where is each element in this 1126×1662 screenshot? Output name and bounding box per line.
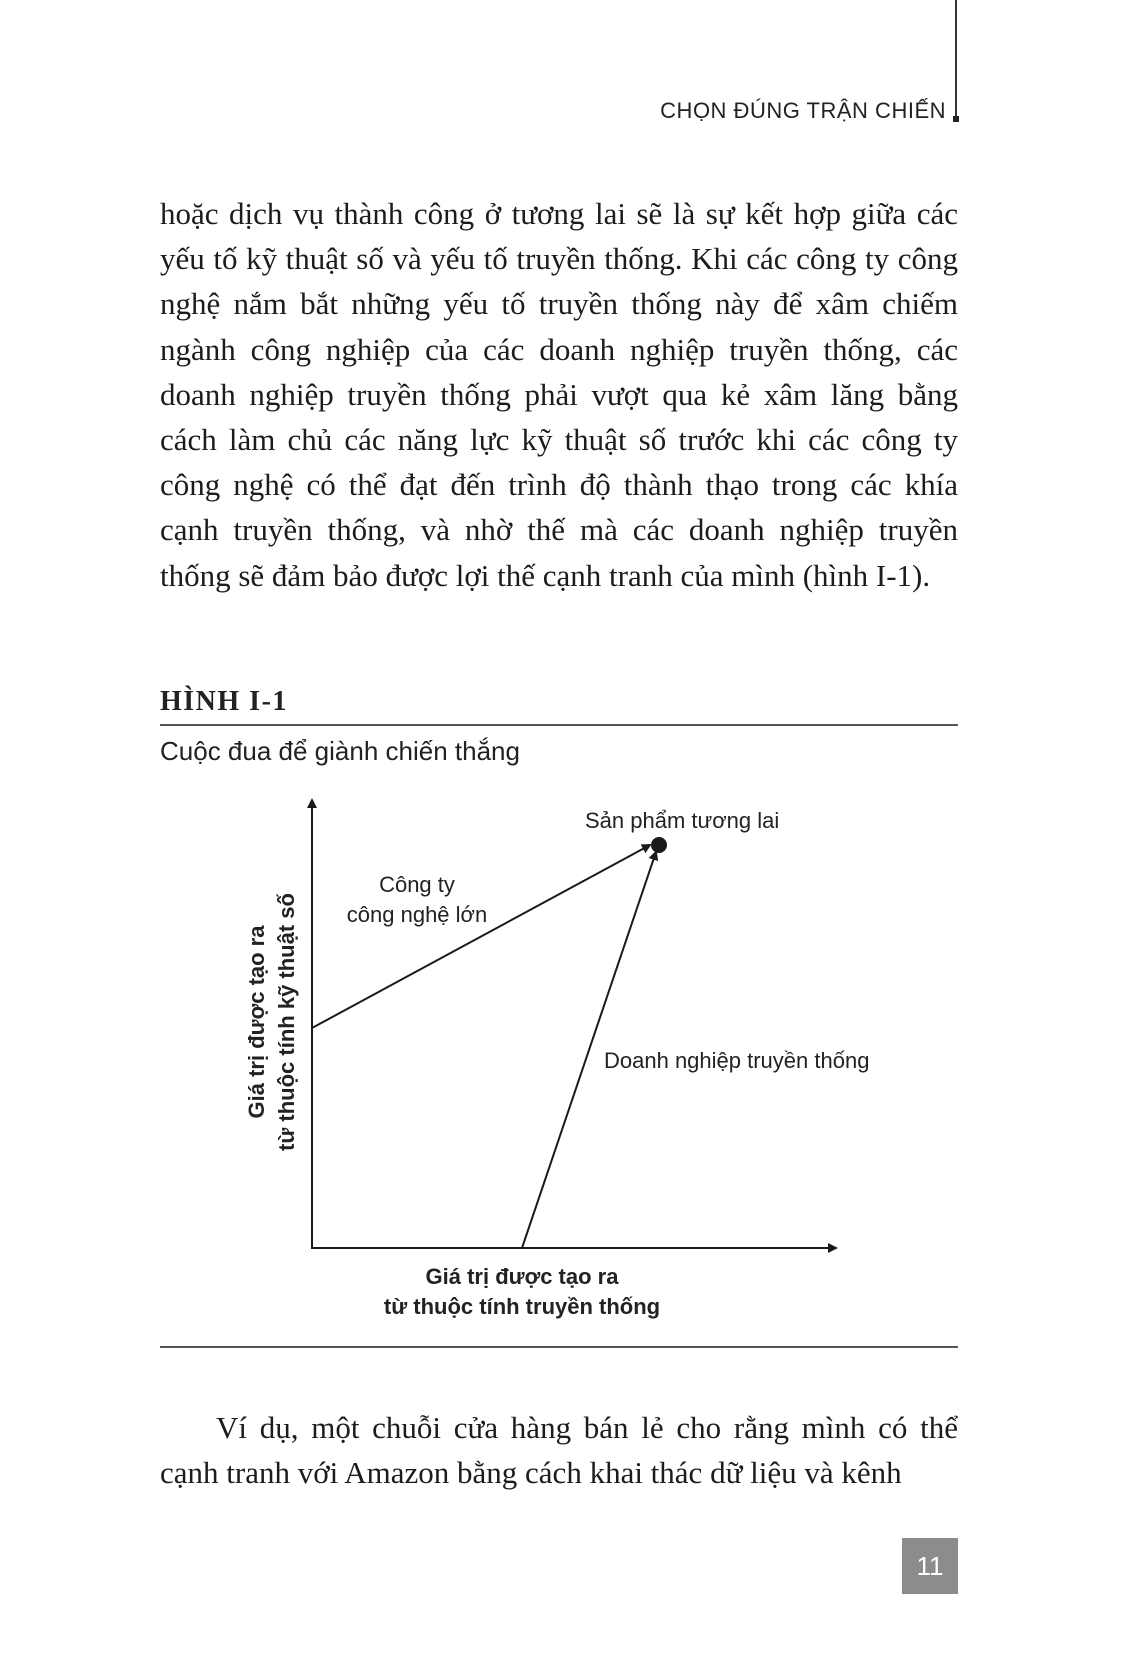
figure-title: Cuộc đua để giành chiến thắng bbox=[160, 736, 520, 766]
body-paragraph-2: Ví dụ, một chuỗi cửa hàng bán lẻ cho rằng mình có thể cạnh tranh với Amazon bằng cách khai thác dữ liệu và kênh bbox=[160, 1410, 958, 1491]
figure-label: HÌNH I-1 bbox=[160, 686, 288, 717]
future-product-point bbox=[651, 837, 667, 853]
y-axis-label-line2: từ thuộc tính kỹ thuật số bbox=[274, 893, 299, 1151]
tech-company-arrow bbox=[312, 845, 650, 1028]
running-head-title: CHỌN ĐÚNG TRẬN CHIẾN bbox=[660, 98, 946, 123]
figure-bottom-rule bbox=[160, 1346, 958, 1348]
x-axis-label-line1: Giá trị được tạo ra bbox=[425, 1264, 619, 1289]
page-number: 11 bbox=[902, 1538, 958, 1594]
traditional-business-label: Doanh nghiệp truyền thống bbox=[604, 1048, 870, 1073]
x-axis-label-line2: từ thuộc tính truyền thống bbox=[383, 1294, 661, 1319]
y-axis-label-line1: Giá trị được tạo ra bbox=[244, 925, 269, 1119]
tech-company-label-line1: Công ty bbox=[379, 872, 455, 897]
tech-company-label-line2: công nghệ lớn bbox=[346, 902, 488, 927]
body-paragraph-1: hoặc dịch vụ thành công ở tương lai sẽ là sự kết hợp giữa các yếu tố kỹ thuật số và yếu tố truyền thống. Khi các công ty công nghệ nắm bắt những yếu tố truyền thống này để xâm chiếm ngành công nghiệp của các doanh nghiệp truyền thống, các doanh nghiệp truyền thống phải vượt qua kẻ xâm lăng bằng cách làm chủ các năng lực kỹ thuật số trước khi các công ty công nghệ có thể đạt đến trình độ thành thạo trong các khía cạnh truyền thống, và nhờ thế mà các doanh nghiệp truyền thống sẽ đảm bảo được lợi thế cạnh tranh của mình (hình I-1). bbox=[160, 196, 958, 593]
future-product-label: Sản phẩm tương lai bbox=[585, 808, 780, 833]
